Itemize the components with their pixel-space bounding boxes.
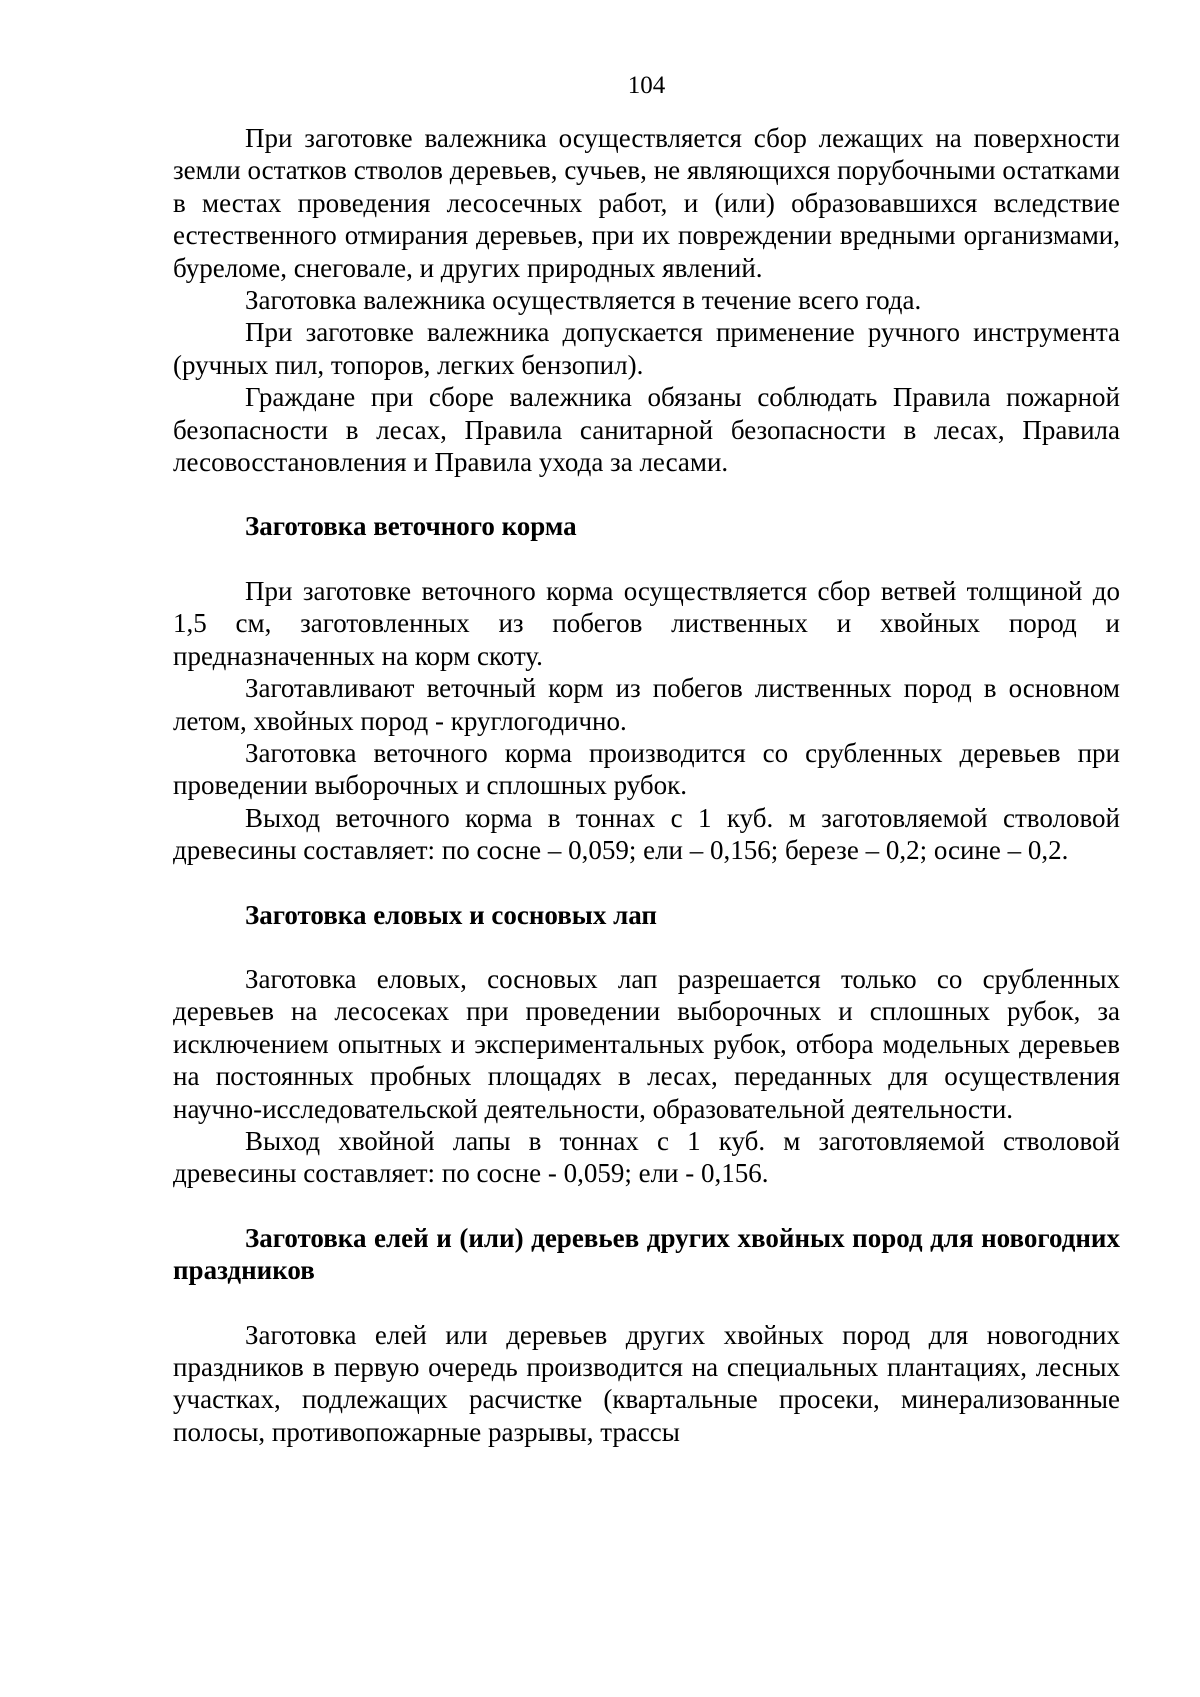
- section-heading-spruce-pine-branches: Заготовка еловых и сосновых лап: [245, 899, 657, 930]
- paragraph: Заготовка еловых, сосновых лап разрешается только со срубленных деревьев на лесосеках при проведении выборочных и сплошных рубок, за исключением опытных и экспериментальных рубок, отбора модельных деревьев на постоянных пробных площадях в лесах, переданных для осуществления научно-исследовательской деятельности, образовательной деятельности.: [173, 963, 1120, 1124]
- paragraph: Заготавливают веточный корм из побегов лиственных пород в основном летом, хвойных пород - круглогодично.: [173, 673, 1120, 736]
- paragraph: Заготовка валежника осуществляется в течение всего года.: [245, 285, 922, 316]
- paragraph: Выход веточного корма в тоннах с 1 куб. м заготовляемой стволовой древесины составляет: по сосне – 0,059; ели – 0,156; березе – 0,2; осине – 0,2.: [173, 802, 1120, 866]
- page-content: [173, 122, 1120, 1448]
- section-heading-new-year-trees: Заготовка елей и (или) деревьев других хвойных пород для новогодних праздников: [173, 1222, 1120, 1286]
- paragraph: При заготовке валежника допускается применение ручного инструмента (ручных пил, топоров, легких бензопил).: [173, 317, 1120, 380]
- paragraph: Заготовка веточного корма производится со срубленных деревьев при проведении выборочных и сплошных рубок.: [173, 737, 1120, 801]
- paragraph: При заготовке веточного корма осуществляется сбор ветвей толщиной до 1,5 см, заготовленных из побегов лиственных и хвойных пород и предназначенных на корм скоту.: [173, 575, 1120, 671]
- paragraph: Заготовка елей или деревьев других хвойных пород для новогодних праздников в первую очередь производится на специальных плантациях, лесных участках, подлежащих расчистке (квартальные просеки, минерализованные полосы, противопожарные разрывы, трассы: [173, 1319, 1120, 1447]
- page-number: 104: [627, 72, 666, 99]
- paragraph: Граждане при сборе валежника обязаны соблюдать Правила пожарной безопасности в лесах, Правила санитарной безопасности в лесах, Правила лесовосстановления и Правила ухода за лесами.: [173, 382, 1120, 478]
- paragraph: Выход хвойной лапы в тоннах с 1 куб. м заготовляемой стволовой древесины составляет: по сосне - 0,059; ели - 0,156.: [173, 1125, 1120, 1189]
- paragraph: При заготовке валежника осуществляется сбор лежащих на поверхности земли остатков стволов деревьев, сучьев, не являющихся порубочными остатками в местах проведения лесосечных работ, и (или) образовавшихся вследствие естественного отмирания деревьев, при их повреждении вредными организмами, буреломе, снеговале, и других природных явлений.: [173, 123, 1120, 283]
- section-heading-branch-feed: Заготовка веточного корма: [245, 511, 577, 542]
